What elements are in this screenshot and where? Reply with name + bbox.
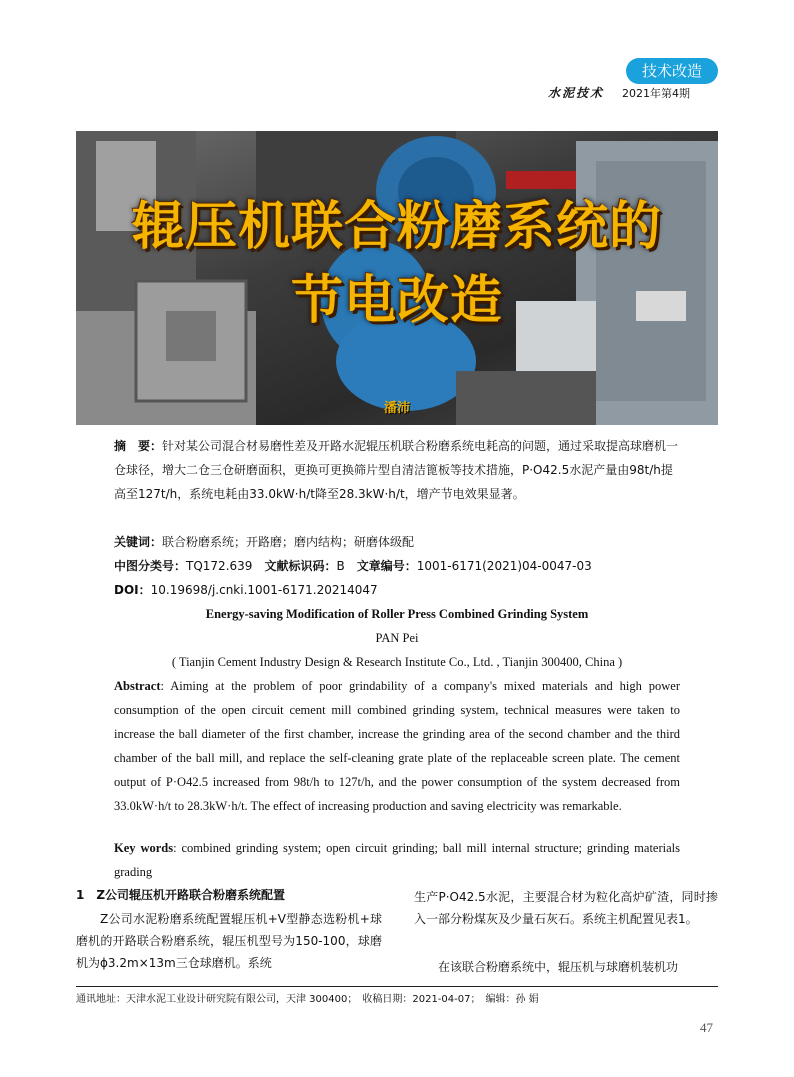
english-keywords-label: Key words — [114, 841, 174, 855]
body-right-paragraph-2: 在该联合粉磨系统中，辊压机与球磨机装机功 — [438, 960, 679, 974]
keywords-cn-text: 联合粉磨系统；开路磨；磨内结构；研磨体级配 — [162, 535, 415, 549]
keywords-cn — [114, 530, 680, 554]
body-right-paragraph-1: 生产P·O42.5水泥，主要混合材为粒化高炉矿渣，同时掺入一部分粉煤灰及少量石灰石。系统主机配置见表1。 — [414, 890, 718, 926]
english-title: Energy-saving Modification of Roller Press Combined Grinding System — [205, 607, 589, 621]
english-author: PAN Pei — [375, 631, 419, 645]
footer-note: 通讯地址：天津水泥工业设计研究院有限公司，天津 300400； 收稿日期：2021-04-07； 编辑：孙 娟 — [76, 994, 539, 1005]
hero-author: 潘沛 — [383, 401, 410, 416]
article-no-value: 1001-6171(2021)04-0047-03 — [416, 559, 592, 573]
footer-divider — [76, 986, 718, 987]
page-number: 47 — [700, 1020, 713, 1035]
classification-line — [114, 554, 680, 578]
doi-label: DOI： — [114, 583, 151, 597]
english-abstract-label: Abstract — [114, 679, 161, 693]
doi-line — [114, 578, 680, 602]
abstract-cn-label: 摘 要： — [114, 439, 163, 453]
abstract-cn — [114, 434, 680, 506]
keywords-cn-label: 关键词： — [114, 535, 163, 549]
doc-code-label: 文献标识码： — [264, 559, 337, 573]
article-no-label: 文章编号： — [356, 559, 417, 573]
clc-value: TQ172.639 — [186, 559, 253, 573]
abstract-cn-text: 针对某公司混合材易磨性差及开路水泥辊压机联合粉磨系统电耗高的问题，通过采取提高球磨机一仓球径，增大二仓三仓研磨面积，更换可更换筛片型自清洁篦板等技术措施，P·O42.5水泥产量由98t/h提高至127t/h，系统电耗由33.0kW·h/t降至28.3kW·h/t，增产节电效果显著。 — [114, 439, 679, 501]
english-abstract-text: : Aiming at the problem of poor grindability of a company's mixed materials and high power consumption of the open circuit cement mill combined grinding system, technical measures were taken to increase the ball diameter of the first chamber, increase the grinding area of the second chamber and the third chamber of the ball mill, and replace the self-cleaning grate plate of the replaceable screen plate. The cement output of P·O42.5 increased from 98t/h to 127t/h, and the power consumption of the system decreased from 33.0kW·h/t to 28.3kW·h/t. The effect of increasing production and saving electricity was remarkable. — [114, 679, 680, 813]
section-heading: 1 Z公司辊压机开路联合粉磨系统配置 — [76, 888, 286, 902]
body-left-paragraph: Z公司水泥粉磨系统配置辊压机+V型静态选粉机+球磨机的开路联合粉磨系统，辊压机型号为150-100，球磨机为ϕ3.2m×13m三仓球磨机。系统 — [76, 912, 382, 970]
english-keywords — [114, 836, 680, 884]
doi-value: 10.19698/j.cnki.1001-6171.20214047 — [150, 583, 378, 597]
section-tag: 技术改造 — [626, 58, 718, 84]
english-abstract — [114, 674, 680, 818]
hero-image — [76, 131, 718, 425]
clc-label: 中图分类号： — [114, 559, 187, 573]
hero-title-line2: 节电改造 — [290, 271, 503, 331]
journal-name: 水泥技术 — [548, 86, 605, 100]
english-keywords-text: : combined grinding system; open circuit grinding; ball mill internal structure; grinding materials grading — [114, 841, 680, 879]
issue-label: 2021年第4期 — [622, 87, 690, 100]
english-affiliation: ( Tianjin Cement Industry Design & Research Institute Co., Ltd. , Tianjin 300400, China ) — [171, 655, 623, 669]
doc-code-value: B — [336, 559, 345, 573]
hero-title-line1: 辊压机联合粉磨系统的 — [131, 197, 662, 257]
